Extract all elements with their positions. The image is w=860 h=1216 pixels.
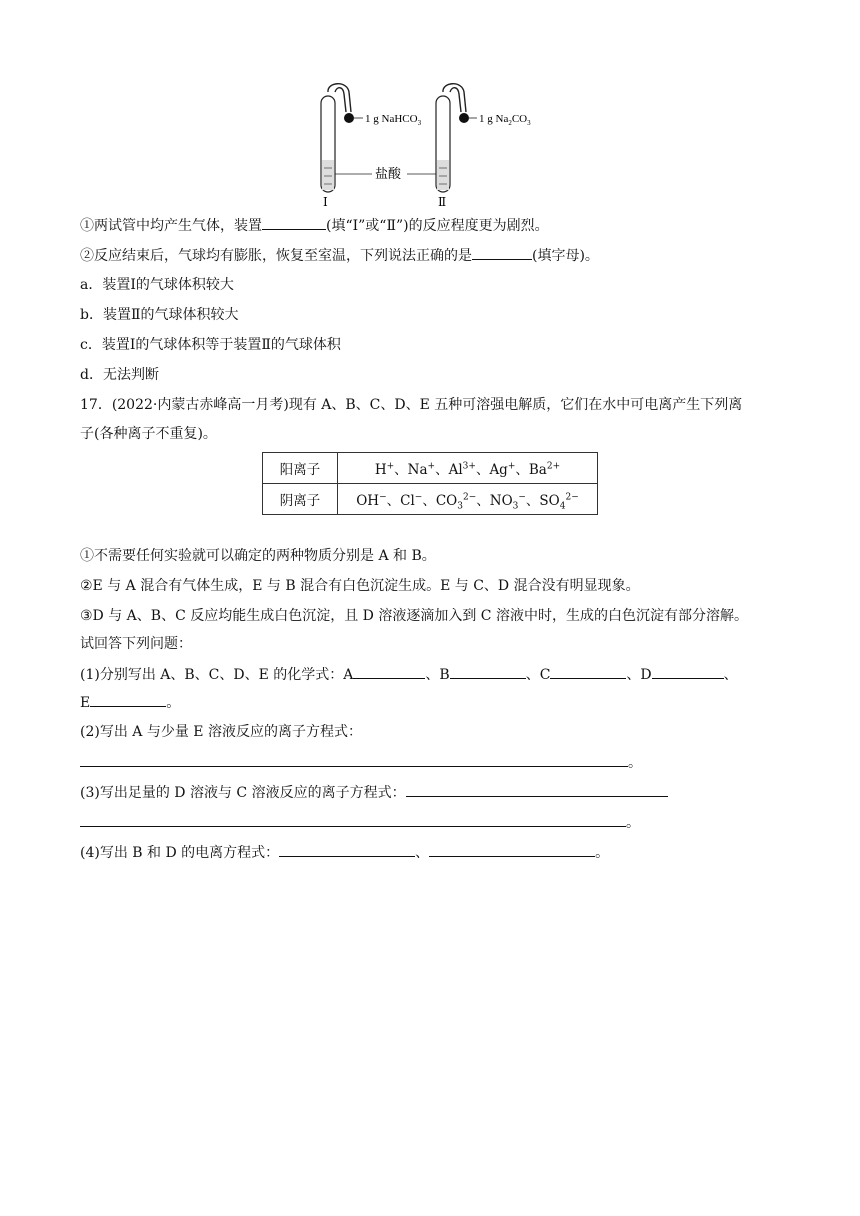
test-tube-1 (321, 84, 363, 192)
answer-line[interactable] (80, 812, 626, 827)
answer-blank[interactable] (472, 245, 532, 260)
q17-sub2: (2)写出 A 与少量 E 溶液反应的离子方程式： (80, 724, 362, 740)
q17-clue3: ③D 与 A、B、C 反应均能生成白色沉淀，且 D 溶液逐滴加入到 C 溶液中时，生成的白色沉淀有部分溶解。 (80, 608, 748, 624)
anion-header: 阴离子 (263, 484, 338, 515)
cation-row (263, 453, 598, 484)
answer-blank-a[interactable] (353, 664, 425, 679)
answer-blank-e[interactable] (90, 692, 166, 707)
apparatus-figure (315, 82, 555, 208)
q16-option-d: d．无法判断 (80, 367, 159, 383)
answer-blank[interactable] (262, 215, 326, 230)
q17-stem-line1: 17．(2022·内蒙古赤峰高一月考)现有 A、B、C、D、E 五种可溶强电解质，它们在水中可电离产生下列离 (80, 397, 743, 413)
q17-sub1-cont: E 。 (80, 692, 180, 713)
q17-clue1: ①不需要任何实验就可以确定的两种物质分别是 A 和 B。 (80, 548, 436, 564)
q17-sub3: (3)写出足量的 D 溶液与 C 溶液反应的离子方程式： (80, 782, 668, 803)
anion-list: OH−、Cl−、$CO_3^{2-}$、$NO_3^-$、$SO_4^{2-}$ (338, 484, 598, 515)
answer-blank-b[interactable] (450, 664, 526, 679)
cation-list: H+、Na+、$Al^{3+}$、Ag+、$Ba^{2+}$ (338, 453, 598, 484)
q16-option-c: c．装置Ⅰ的气球体积等于装置Ⅱ的气球体积 (80, 337, 341, 353)
cation-header: 阳离子 (263, 453, 338, 484)
ion-table (262, 452, 598, 515)
answer-blank-d-ionization[interactable] (429, 842, 595, 857)
q16-option-a: a．装置Ⅰ的气球体积较大 (80, 277, 234, 293)
q16-part1: ①两试管中均产生气体，装置 (填“Ⅰ”或“Ⅱ”)的反应程度更为剧烈。 (80, 215, 549, 236)
test-tube-diagram (315, 82, 555, 208)
tube1-reagent-label: 1 g NaHCO$_3$ (365, 113, 422, 127)
answer-blank-c[interactable] (550, 664, 626, 679)
q17-clue2: ②E 与 A 混合有气体生成，E 与 B 混合有白色沉淀生成。E 与 C、D 混合没有明显现象。 (80, 578, 640, 594)
q17-sub2-answer: 。 (80, 752, 642, 773)
answer-line[interactable] (80, 752, 628, 767)
q17-prompt: 试回答下列问题： (80, 636, 192, 652)
answer-blank-d[interactable] (652, 664, 724, 679)
tube1-numeral: Ⅰ (323, 195, 328, 208)
q17-stem-line2: 子(各种离子不重复)。 (80, 426, 217, 442)
tube2-numeral: Ⅱ (438, 195, 447, 208)
answer-blank-b-ionization[interactable] (279, 842, 415, 857)
q17-sub4: (4)写出 B 和 D 的电离方程式： 、 。 (80, 842, 609, 863)
q17-sub1: (1)分别写出 A、B、C、D、E 的化学式：A 、B 、C 、D 、 (80, 664, 738, 685)
q16-option-b: b．装置Ⅱ的气球体积较大 (80, 307, 239, 323)
acid-label: 盐酸 (375, 167, 402, 182)
q17-sub3-answer: 。 (80, 812, 640, 833)
test-tube-2 (436, 84, 477, 192)
q16-part2: ②反应结束后，气球均有膨胀，恢复至室温，下列说法正确的是 (填字母)。 (80, 245, 599, 266)
answer-line[interactable] (406, 782, 668, 797)
tube2-reagent-label: 1 g $Na_2CO_3$ (479, 113, 531, 127)
anion-row (263, 484, 598, 515)
